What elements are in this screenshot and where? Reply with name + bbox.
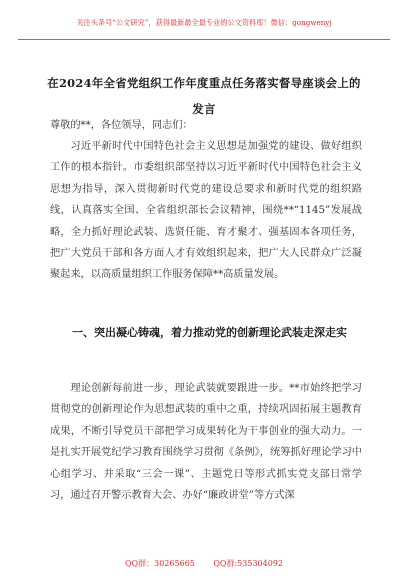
qq-group-2: QQ群:535304092 (213, 559, 283, 568)
qq-group-1: QQ群：30265665 (124, 559, 195, 568)
intro-paragraph: 习近平新时代中国特色社会主义思想是加强党的建设、做好组织工作的根本指针。市委组织部坚持以习近平新时代中国特色社会主义思想为指导，深入贯彻新时代党的建设总要求和新时代党的组织路线，认真落实全国、全省组织部长会议精神，围绕**“1145”发展战略，全力抓好理论武装、选贤任能、育才聚才、强基固本各项任务，把广大党员干部和各方面人才有效组织起来，把广大人民群众广泛凝聚起来，以高质量组织工作服务保障**高质量发展。 (50, 141, 362, 281)
section-1-paragraph: 理论创新每前进一步，理论武装就要跟进一步。**市始终把学习贯彻党的创新理论作为思想武装的重中之重，持续巩固拓展主题教育成果，不断引导党员干部把学习成果转化为干事创业的强大动力。一是扎实开展党纪学习教育围绕学习贯彻《条例》，统筹抓好理论学习中心组学习、并采取“三会一课”、主题党日等形式抓实党支部日常学习，通过召开警示教育大会、办好“廉政讲堂”等方式深 (50, 383, 362, 502)
promo-header (0, 14, 408, 32)
document-title: 在2024年全省党组织工作年度重点任务落实督导座谈会上的发言 (47, 76, 361, 116)
promo-text: 关注头条号“公文研究”，获得最新最全最专业的公文资料库！ (76, 18, 271, 27)
wechat-id: 微信：gongwenyj (270, 18, 332, 27)
header-divider (18, 39, 390, 40)
salutation: 尊敬的**，各位领导，同志们： (50, 120, 193, 131)
section-heading-1: 一、突出凝心铸魂，着力推动党的创新理论武装走深走实 (72, 326, 347, 339)
qq-footer (0, 556, 408, 572)
